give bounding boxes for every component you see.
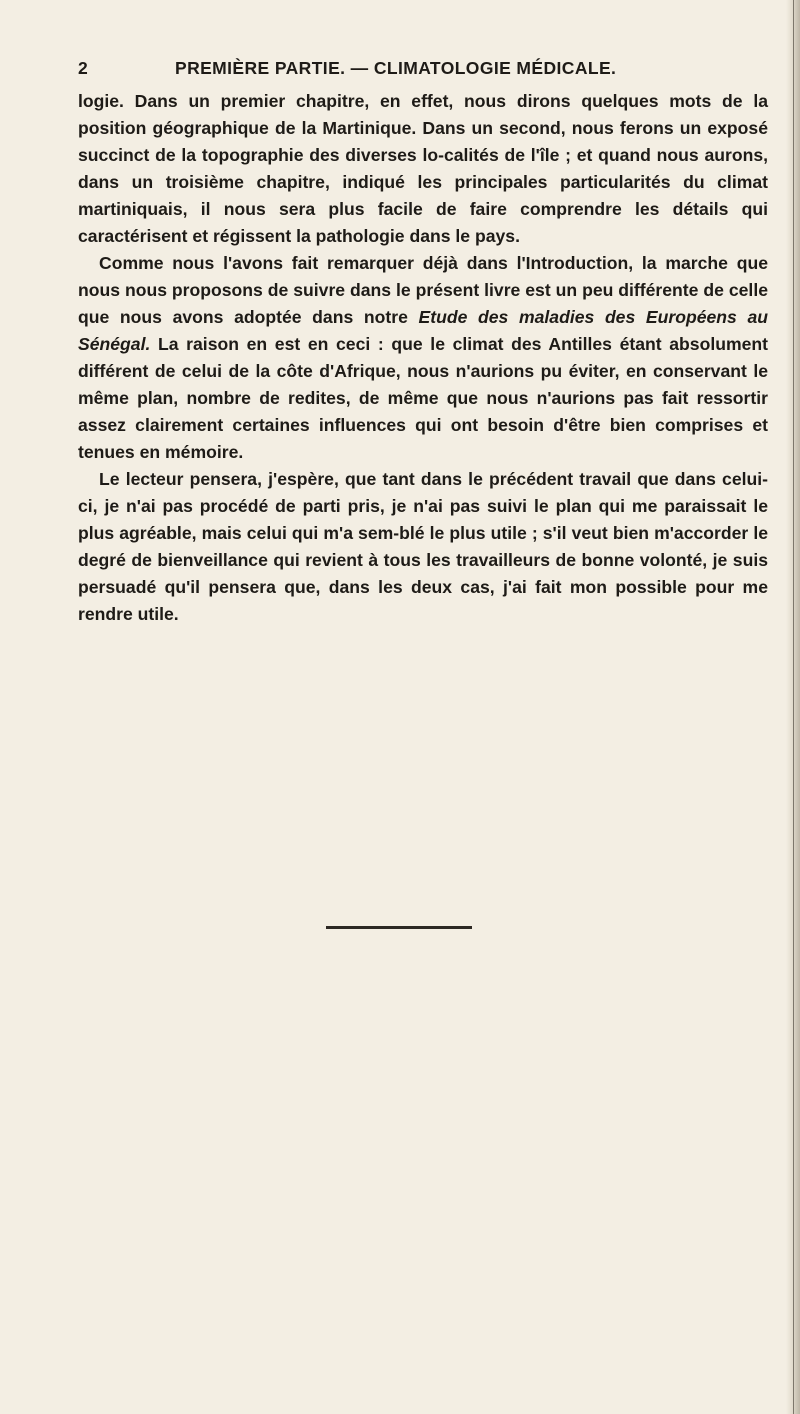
end-rule <box>326 926 472 929</box>
running-head <box>78 58 768 82</box>
paragraph-2-text-end: La raison en est en ceci : que le climat des Antilles étant absolument différent de celui de la côte d'Afrique, nous n'aurions pu éviter, en conservant le même plan, nombre de redites, de même que nous n'aurions pas fait ressortir assez clairement certaines influences qui ont besoin d'être bien comprises et tenues en mémoire. <box>78 334 768 462</box>
paragraph-1: logie. Dans un premier chapitre, en effet, nous dirons quelques mots de la position géographique de la Martinique. Dans un second, nous ferons un exposé succinct de la topographie des diverses lo-calités de l'île ; et quand nous aurons, dans un troisième chapitre, indiqué les principales particularités du climat martiniquais, il nous sera plus facile de faire comprendre les détails qui caractérisent et régissent la pathologie dans le pays. <box>78 91 768 246</box>
paragraph-2-text-start: Comme nous l'avons fait remarquer déjà dans l'Introduction, la marche que nous nous proposons de suivre dans le présent livre est un peu différente de celle que nous avons adoptée dans notre <box>78 253 768 327</box>
page-number: 2 <box>78 58 89 78</box>
paragraph-3: Le lecteur pensera, j'espère, que tant dans le précédent travail que dans celui-ci, je n'ai pas procédé de parti pris, je n'ai pas suivi le plan qui me paraissait le plus agréable, mais celui qui m'a sem-blé le plus utile ; s'il veut bien m'accorder le degré de bienveillance qui revient à tous les travailleurs de bonne volonté, je suis persuadé qu'il pensera que, dans les deux cas, j'ai fait mon possible pour me rendre utile. <box>78 469 768 624</box>
body-text <box>78 88 768 628</box>
book-title-italic: Etude des maladies des Européens au Sénégal. <box>78 307 768 354</box>
paragraph-2 <box>78 250 768 466</box>
running-head-title: PREMIÈRE PARTIE. — CLIMATOLOGIE MÉDICALE. <box>175 58 617 78</box>
page-edge-line <box>793 0 794 1414</box>
